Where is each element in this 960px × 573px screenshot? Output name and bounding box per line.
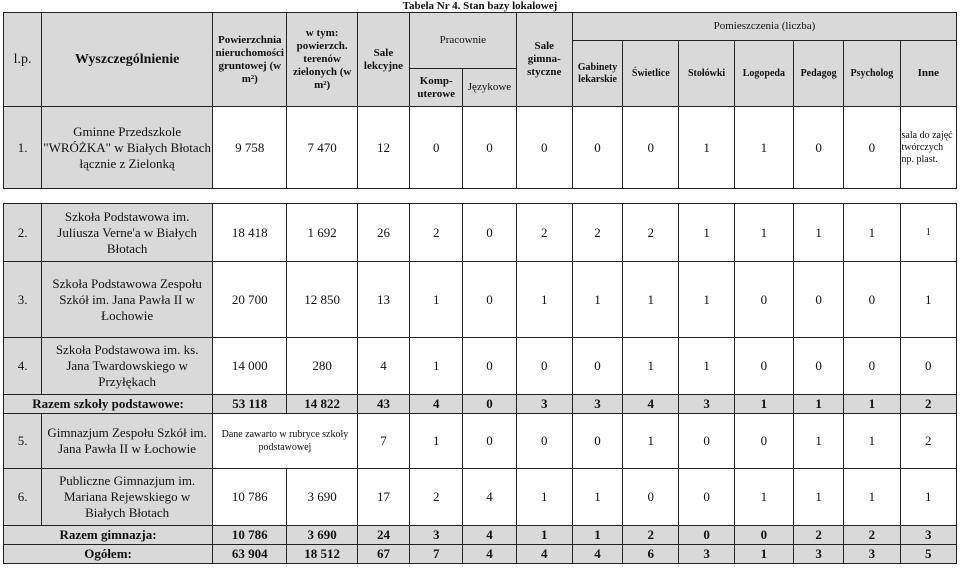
cell-value: 2 [794,526,844,545]
cell-value: 67 [357,545,409,564]
row-lp: 2. [4,204,42,262]
cell-value: 0 [794,262,844,338]
cell-value: 0 [623,107,679,189]
cell-value: 1 [516,469,572,526]
table-row [4,107,957,189]
total-row [4,545,957,564]
cell-value: 18 512 [287,545,357,564]
cell-value: 2 [623,204,679,262]
header-pomieszczenia: Pomieszczenia (liczba) [572,13,956,41]
cell-value: 43 [357,395,409,414]
cell-value: 1 [900,204,956,262]
cell-value: 1 [734,204,793,262]
table-row [4,204,957,262]
cell-value: 1 [410,338,463,395]
cell-value: 7 [357,414,409,469]
table-row [4,469,957,526]
row-lp: 4. [4,338,42,395]
header-lp: l.p. [4,13,42,107]
cell-value: 0 [734,262,793,338]
cell-value: 3 [679,395,734,414]
cell-value: 1 [623,414,679,469]
header-stolowki: Stołówki [679,41,734,107]
row-lp: 6. [4,469,42,526]
cell-value: 4 [410,395,463,414]
sum-row-schools [4,395,957,414]
header-jezykowe: Językowe [463,69,516,107]
cell-value: 4 [463,545,516,564]
cell-value: 1 [794,414,844,469]
row-name: Gimnazjum Zespołu Szkół im. Jana Pawła II w Łochowie [42,414,213,469]
cell-value: 1 [410,262,463,338]
cell-value: 0 [679,469,734,526]
cell-value: 1 [844,204,900,262]
cell-value: 1 [516,262,572,338]
cell-value: 2 [900,414,956,469]
cell-value: 0 [463,395,516,414]
cell-value: 1 [794,469,844,526]
cell-value: 2 [572,204,622,262]
cell-value: 0 [794,338,844,395]
cell-value: 4 [516,545,572,564]
cell-value: 2 [410,469,463,526]
sum-label: Razem gimnazja: [4,526,213,545]
cell-value: 0 [900,338,956,395]
cell-value: 1 [734,107,793,189]
cell-value: 7 470 [287,107,357,189]
cell-value: 3 [572,395,622,414]
cell-value: 1 [734,545,793,564]
cell-value: 0 [844,338,900,395]
header-logopeda: Logopeda [734,41,793,107]
row-name: Publiczne Gimnazjum im. Mariana Rejewskiego w Białych Błotach [42,469,213,526]
cell-value: 2 [516,204,572,262]
cell-value: 1 [900,262,956,338]
cell-value: 4 [357,338,409,395]
cell-value: 0 [463,338,516,395]
cell-value: 0 [410,107,463,189]
header-swietlice: Świetlice [623,41,679,107]
row-name: Gminne Przedszkole "WRÓŻKA" w Białych Błotach łącznie z Zielonką [42,107,213,189]
cell-value: 0 [623,469,679,526]
cell-value: 7 [410,545,463,564]
cell-value: 0 [463,414,516,469]
cell-value: 2 [623,526,679,545]
cell-value: 3 [844,545,900,564]
cell-value: 0 [734,338,793,395]
cell-value: 1 [410,414,463,469]
cell-value: 0 [734,414,793,469]
header-pedagog: Pedagog [794,41,844,107]
cell-value: 0 [844,107,900,189]
cell-value: 2 [844,526,900,545]
cell-value: 1 [900,469,956,526]
cell-value: 1 [572,469,622,526]
cell-value: 3 690 [287,469,357,526]
cell-value: 1 [679,107,734,189]
cell-value: 3 [516,395,572,414]
cell-value: 0 [679,526,734,545]
cell-value: 1 [623,262,679,338]
cell-value: 3 [410,526,463,545]
cell-value: 280 [287,338,357,395]
cell-value: 10 786 [213,469,287,526]
cell-value: 0 [463,107,516,189]
cell-value: 0 [844,262,900,338]
table-row [4,262,957,338]
cell-value: 1 [844,414,900,469]
cell-value: 0 [516,338,572,395]
cell-value: 0 [516,414,572,469]
base-table [3,12,957,564]
row-name: Szkoła Podstawowa im. Juliusza Verne'a w Białych Błotach [42,204,213,262]
cell-value: 5 [900,545,956,564]
header-gabinety: Gabinety lekarskie [572,41,622,107]
header-psycholog: Psycholog [844,41,900,107]
cell-value: 0 [794,107,844,189]
cell-value: 26 [357,204,409,262]
row-name: Szkoła Podstawowa Zespołu Szkół im. Jana Pawła II w Łochowie [42,262,213,338]
cell-value: 10 786 [213,526,287,545]
cell-value: 1 [794,204,844,262]
cell-value: 12 850 [287,262,357,338]
cell-value: 17 [357,469,409,526]
sum-label: Razem szkoły podstawowe: [4,395,213,414]
cell-value: 3 [679,545,734,564]
cell-value: 1 [734,395,793,414]
cell-value: 1 [734,469,793,526]
header-sale-lekcyjne: Sale lekcyjne [357,13,409,107]
cell-inne-note: sala do zajęć twórczych np. plast. [900,107,956,189]
cell-value: 0 [734,526,793,545]
cell-value: 0 [516,107,572,189]
cell-value: 1 [572,262,622,338]
row-lp: 3. [4,262,42,338]
cell-value: 0 [572,107,622,189]
cell-value: 14 822 [287,395,357,414]
cell-value: 63 904 [213,545,287,564]
header-tereny: w tym: powierzch. terenów zielonych (w m²) [287,13,357,107]
header-komputerowe: Komp-uterowe [410,69,463,107]
table-title: Tabela Nr 4. Stan bazy lokalowej [402,0,558,12]
cell-value: 14 000 [213,338,287,395]
cell-value: 1 [623,338,679,395]
cell-value: 0 [463,204,516,262]
cell-value: 1 [679,204,734,262]
cell-value: 1 [844,469,900,526]
cell-value: 1 [679,338,734,395]
cell-value: 20 700 [213,262,287,338]
cell-value: 4 [572,545,622,564]
cell-value: 4 [623,395,679,414]
cell-value: 1 [679,262,734,338]
row-lp: 5. [4,414,42,469]
cell-value: 4 [463,526,516,545]
cell-value: 0 [572,338,622,395]
table-spacer [4,189,957,204]
cell-value: 4 [463,469,516,526]
cell-value: 3 [900,526,956,545]
row-name: Szkoła Podstawowa im. ks. Jana Twardowskiego w Przyłękach [42,338,213,395]
cell-value: 1 [844,395,900,414]
cell-value: 13 [357,262,409,338]
cell-value: 3 690 [287,526,357,545]
header-powierzchnia: Powierzchnia nieruchomości gruntowej (w m²) [213,13,287,107]
cell-value: 0 [572,414,622,469]
cell-value: 53 118 [213,395,287,414]
cell-value: 2 [900,395,956,414]
cell-value: 0 [463,262,516,338]
total-label: Ogółem: [4,545,213,564]
sum-row-gymnasiums [4,526,957,545]
cell-value: 12 [357,107,409,189]
header-inne: Inne [900,41,956,107]
cell-value: 1 [572,526,622,545]
cell-value: 6 [623,545,679,564]
cell-note: Dane zawarto w rubryce szkoły podstawowej [213,414,358,469]
cell-value: 0 [679,414,734,469]
table-row [4,414,957,469]
cell-value: 1 [794,395,844,414]
cell-value: 1 [516,526,572,545]
cell-value: 18 418 [213,204,287,262]
cell-value: 24 [357,526,409,545]
cell-value: 3 [794,545,844,564]
header-pracownie: Pracownie [410,13,517,69]
cell-value: 9 758 [213,107,287,189]
cell-value: 1 692 [287,204,357,262]
header-wyszczegolnienie: Wyszczególnienie [42,13,213,107]
cell-value: 2 [410,204,463,262]
row-lp: 1. [4,107,42,189]
table-row [4,338,957,395]
header-sale-gimn: Sale gimna-styczne [516,13,572,107]
